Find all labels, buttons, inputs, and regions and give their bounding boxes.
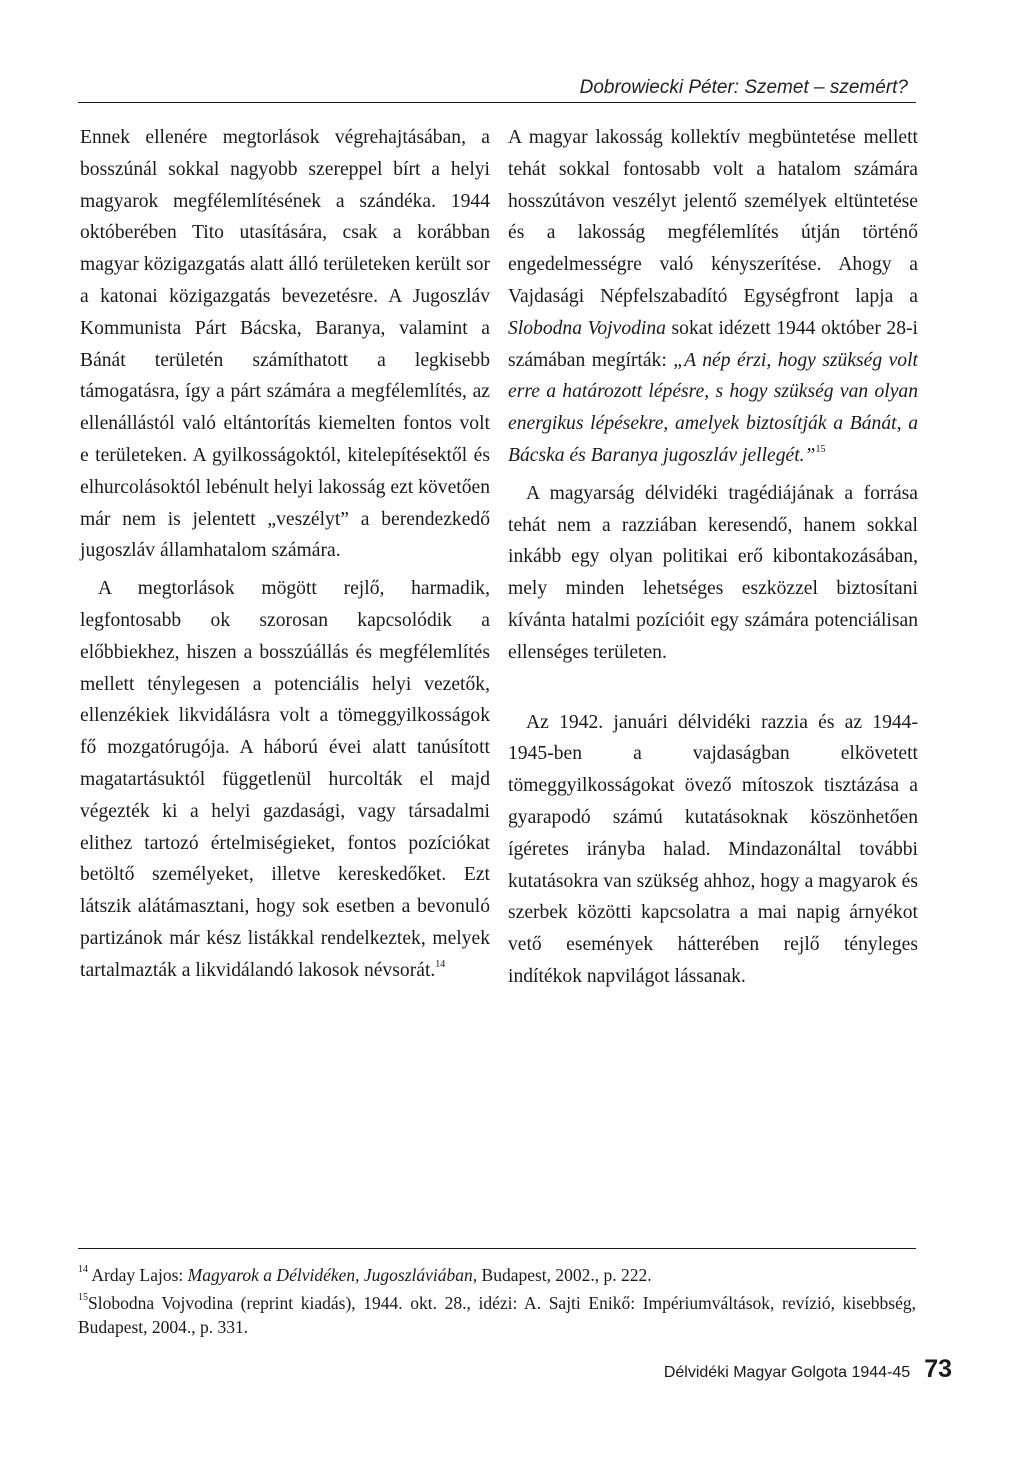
newspaper-title: Slobodna Vojvodina — [508, 317, 666, 339]
book-title: Délvidéki Magyar Golgota 1944-45 — [663, 1364, 911, 1381]
quotation: „A nép érzi, hogy szükség volt erre a határozott lépésre, s hogy szükség van olyan energikus lépésekre, amelyek biztosítják a Bánát, a Bácska és Baranya jugoszláv jellegét.” — [508, 349, 918, 466]
paragraph-text: A megtorlások mögött rejlő, harmadik, legfontosabb ok szorosan kapcsolódik a előbbiekhez, hiszen a bosszúállás és megfélemlítés mellett ténylegesen a potenciális helyi vezetők, ellenzékiek likvidálásra volt a tömeggyilkosságok fő mozgatórugója. A háború évei alatt tanúsított magatartásuktól függetlenül hurcolták el majd végezték ki a helyi gazdasági, vagy társadalmi elithez tartozó értelmiségieket, fontos pozíciókat betöltő személyeket, illetve kereskedőket. Ezt látszik alátámasztani, hogy sok esetben a bevonuló partizánok már kész listákkal rendelkeztek, melyek tartalmazták a likvidálandó lakosok névsorát. — [80, 578, 490, 981]
footnote-text: Slobodna Vojvodina (reprint kiadás), 1944. okt. 28., idézi: A. Sajti Enikő: Impériumváltások, revízió, kisebbség, Budapest, 2004., p. 331. — [78, 1293, 916, 1337]
paragraph-text: A magyarság délvidéki tragédiájának a forrása tehát nem a razziában keresendő, hanem sokkal inkább egy olyan politikai erő kibontakozásában, mely minden lehetséges eszközzel biztosítani kívánta hatalmi pozícióit egy számára potenciálisan ellenséges területen. — [508, 482, 918, 663]
right-column — [508, 122, 918, 993]
footnotes — [78, 1248, 916, 1343]
page-footer — [664, 1355, 952, 1384]
paragraph-text: Ennek ellenére megtorlások végrehajtásában, a bosszúnál sokkal nagyobb szereppel bírt a helyi magyarok megfélemlítésének a szándéka. 1944 októberében Tito utasítására, csak a korábban magyar közigazgatás alatt álló területeken került sor a katonai közigazgatás bevezetésre. A Jugoszláv Kommunista Párt Bácska, Baranya, valamint a Bánát területén számíthatott a legkisebb támogatásra, így a párt számára a megfélemlítés, az ellenállástól való eltántorítás kiemelten fontos volt e területeken. A gyilkosságoktól, kitelepítésektől és elhurcolásoktól lebénult helyi lakosság ezt követően már nem is jelentett „veszélyt” a berendezkedő jugoszláv államhatalom számára. — [80, 127, 490, 562]
page-number: 73 — [924, 1355, 952, 1383]
footnote-author: Arday Lajos: — [91, 1265, 184, 1285]
footnote-number: 14 — [78, 1264, 88, 1275]
footnote-publication: Budapest, 2002., p. 222. — [481, 1265, 652, 1285]
footnote-ref[interactable]: 15 — [815, 443, 826, 455]
paragraph — [508, 122, 918, 472]
paragraph-text: Az 1942. januári délvidéki razzia és az 1944-1945-ben a vajdaságban elkövetett tömeggyilkosságokat övező mítoszok tisztázása a gyarapodó számú kutatásoknak köszönhetően ígéretes irányba halad. Mindazonáltal további kutatásokra van szükség ahhoz, hogy a magyarok és szerbek közötti kapcsolatra a mai napig árnyékot vető események hátterében rejlő tényleges indítékok napvilágot lássanak. — [508, 711, 918, 987]
running-header — [78, 72, 916, 103]
footnote — [78, 1263, 916, 1287]
paragraph-text: A magyar lakosság kollektív megbüntetése mellett tehát sokkal fontosabb volt a hatalom számára hosszútávon veszélyt jelentő személyek eltüntetése és a lakosság megfélemlítés útján történő engedelmességre való kényszerítése. Ahogy a Vajdasági Népfelszabadító Egységfront lapja a — [508, 127, 918, 307]
running-title: Dobrowiecki Péter: Szemet – szemért? — [579, 77, 908, 98]
left-column — [80, 122, 490, 987]
footnote-number: 15 — [78, 1292, 88, 1303]
paragraph — [80, 573, 490, 986]
footnote — [78, 1291, 916, 1339]
footnote-title: Magyarok a Délvidéken, Jugoszláviában, — [187, 1265, 478, 1285]
paragraph — [508, 478, 918, 669]
paragraph — [508, 707, 918, 993]
footnote-ref[interactable]: 14 — [435, 958, 446, 970]
paragraph — [80, 122, 490, 567]
paragraph-text: sokat idézett 1944 október 28-i számában megírták: — [508, 317, 918, 371]
